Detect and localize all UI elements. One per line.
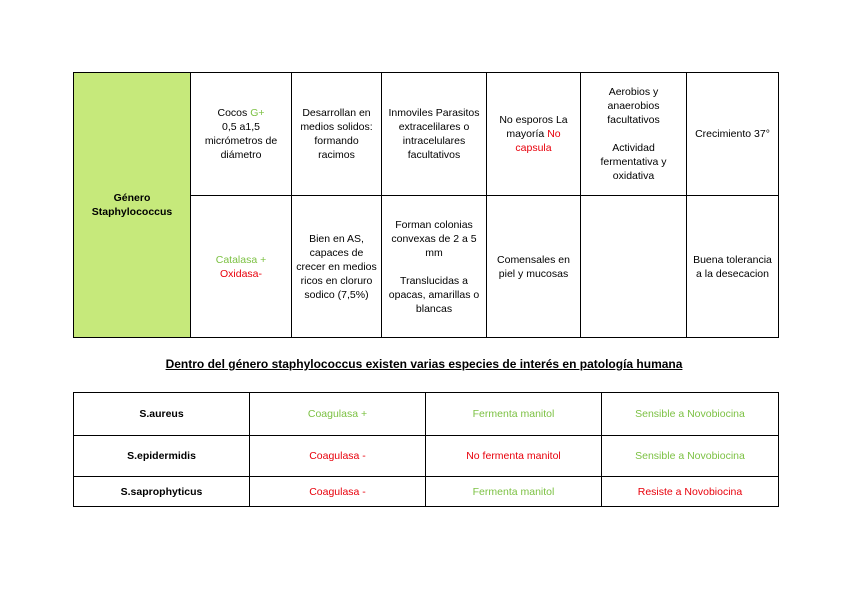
temperature-cell	[687, 73, 779, 196]
morphology-cell	[191, 73, 292, 196]
table-row	[74, 477, 779, 507]
respiration-cell	[581, 73, 687, 196]
coagulase-text: Coagulasa +	[307, 408, 368, 420]
species-name: S.aureus	[139, 408, 184, 420]
activity-text: Actividad fermentativa y oxidativa	[600, 142, 667, 182]
coagulase-cell	[250, 436, 426, 477]
colonies-cell	[382, 196, 487, 338]
table-row	[74, 436, 779, 477]
coagulase-cell	[250, 393, 426, 436]
novobiocin-text: Resiste a Novobiocina	[637, 485, 743, 498]
species-name-cell	[74, 393, 250, 436]
catalase-oxidase-cell	[191, 196, 292, 338]
desiccation-cell	[687, 196, 779, 338]
species-name: S.epidermidis	[127, 450, 196, 462]
capsule-text: No capsula	[515, 128, 561, 154]
growth-solid-cell	[292, 73, 382, 196]
novobiocin-cell	[602, 393, 779, 436]
motility-text: Inmoviles Parasitos extracelilares o intracelulares facultativos	[388, 107, 480, 161]
empty-cell	[581, 196, 687, 338]
catalase-text: Catalasa +	[215, 253, 267, 266]
habitat-cell	[487, 196, 581, 338]
gram-stain-text: G+	[250, 107, 265, 119]
morphology-text: Cocos	[217, 107, 248, 119]
species-name-cell	[74, 436, 250, 477]
novobiocin-text: Sensible a Novobiocina	[635, 450, 745, 462]
coagulase-text: Coagulasa -	[309, 485, 366, 498]
manitol-text: Fermenta manitol	[472, 485, 555, 498]
novobiocin-cell	[602, 436, 779, 477]
desiccation-text: Buena tolerancia a la desecacion	[693, 253, 772, 280]
table-row	[74, 73, 779, 196]
growth-solid-text: Desarrollan en medios solidos: formando racimos	[300, 107, 373, 161]
temperature-text: Crecimiento 37°	[695, 128, 770, 140]
manitol-cell	[426, 393, 602, 436]
novobiocin-cell	[602, 477, 779, 507]
table-row	[74, 393, 779, 436]
section-heading: Dentro del género staphylococcus existen varias especies de interés en patología humana	[165, 357, 683, 371]
genus-characteristics-table	[73, 72, 779, 338]
habitat-text: Comensales en piel y mucosas	[497, 253, 570, 280]
novobiocin-text: Sensible a Novobiocina	[635, 408, 745, 420]
species-name: S.saprophyticus	[120, 485, 203, 498]
manitol-cell	[426, 436, 602, 477]
colonies-shape-text: Forman colonias convexas de 2 a 5 mm	[391, 218, 477, 259]
motility-cell	[382, 73, 487, 196]
respiration-text: Aerobios y anaerobios facultativos	[607, 86, 660, 126]
coagulase-text: Coagulasa -	[309, 450, 366, 462]
spores-text: No esporos La mayoría	[499, 114, 568, 140]
growth-salt-text: Bien en AS, capaces de crecer en medios ricos en cloruro sodico (7,5%)	[296, 232, 377, 301]
spores-cell	[487, 73, 581, 196]
manitol-text: Fermenta manitol	[472, 408, 555, 420]
species-name-cell	[74, 477, 250, 507]
growth-salt-cell	[292, 196, 382, 338]
manitol-cell	[426, 477, 602, 507]
manitol-text: No fermenta manitol	[466, 450, 561, 462]
species-table	[73, 392, 779, 507]
size-text: 0,5 a1,5 micrómetros de diámetro	[204, 121, 278, 161]
genus-label-cell	[74, 73, 191, 338]
oxidase-text: Oxidasa-	[219, 267, 262, 280]
colonies-color-text: Translucidas a opacas, amarillas o blancas	[388, 274, 480, 315]
genus-label: Género Staphylococcus	[91, 192, 173, 218]
coagulase-cell	[250, 477, 426, 507]
